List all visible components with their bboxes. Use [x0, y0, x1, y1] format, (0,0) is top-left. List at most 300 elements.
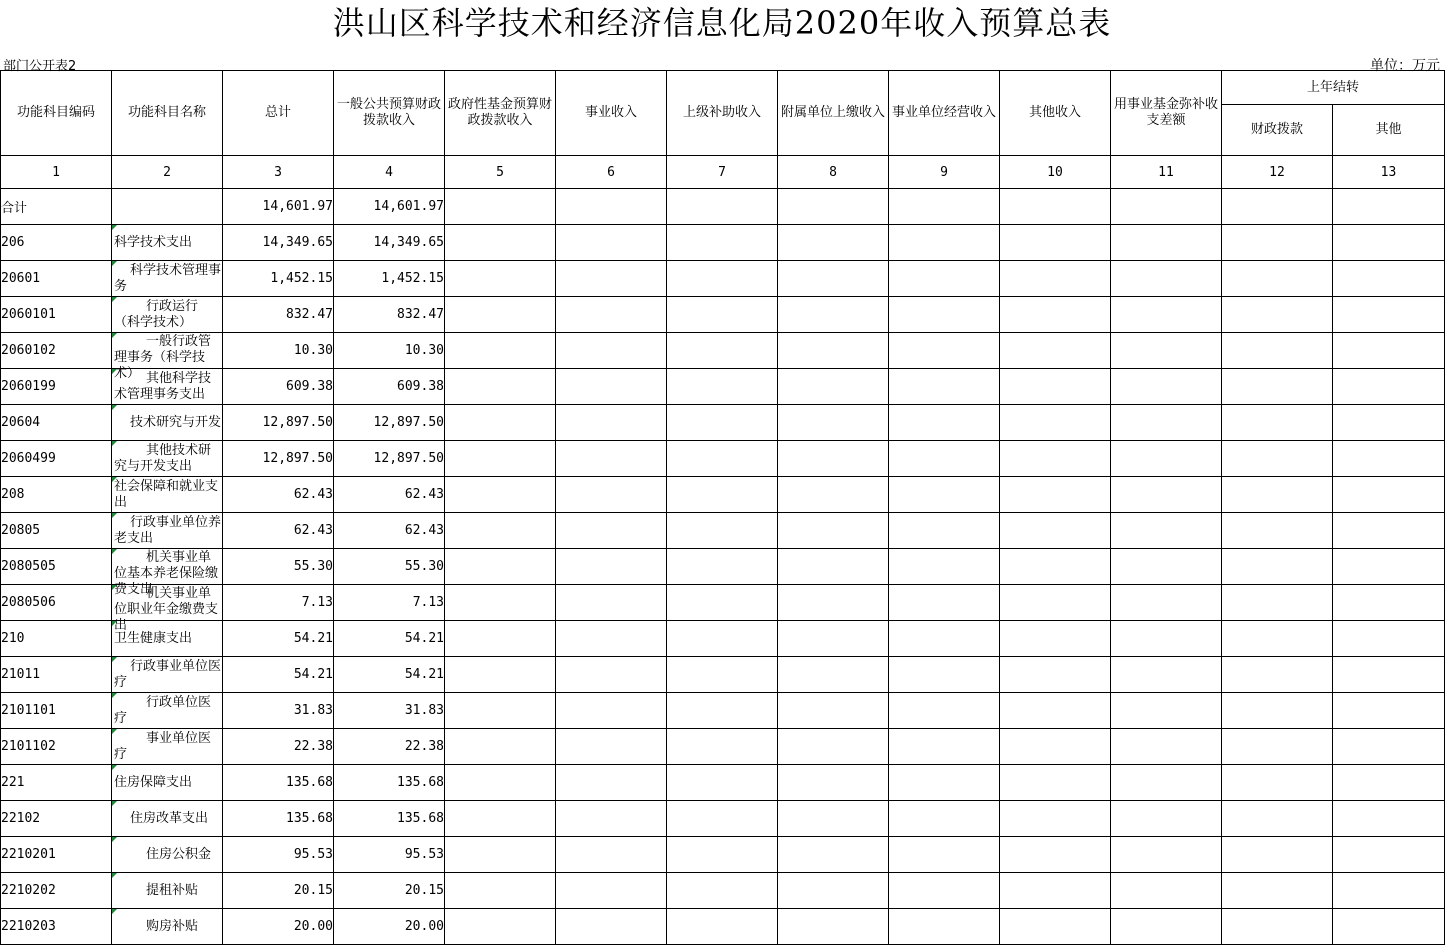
header-business-income: 事业收入	[556, 71, 667, 156]
empty-cell	[1111, 909, 1222, 945]
empty-cell	[889, 549, 1000, 585]
empty-cell	[1000, 909, 1111, 945]
cell-comment-marker-icon	[112, 261, 117, 266]
function-name-text: 购房补贴	[146, 918, 199, 934]
total-cell: 12,897.50	[223, 441, 334, 477]
empty-cell	[667, 549, 778, 585]
general-budget-cell: 31.83	[334, 693, 445, 729]
function-name-cell	[112, 189, 223, 225]
empty-cell	[445, 729, 556, 765]
header-code: 功能科目编码	[1, 71, 112, 156]
empty-cell	[556, 693, 667, 729]
function-name-text: 一般行政管理事务（科学技术）	[114, 334, 212, 381]
empty-cell	[1000, 225, 1111, 261]
empty-cell	[1111, 729, 1222, 765]
empty-cell	[1000, 405, 1111, 441]
empty-cell	[667, 189, 778, 225]
function-name-cell	[112, 369, 223, 405]
total-cell: 22.38	[223, 729, 334, 765]
empty-cell	[778, 585, 889, 621]
function-code-cell: 合计	[1, 189, 112, 225]
empty-cell	[889, 873, 1000, 909]
empty-cell	[1111, 801, 1222, 837]
empty-cell	[1333, 405, 1445, 441]
header-prior-year-carryover: 上年结转	[1222, 71, 1445, 105]
empty-cell	[778, 297, 889, 333]
empty-cell	[778, 261, 889, 297]
empty-cell	[1333, 837, 1445, 873]
total-cell: 20.15	[223, 873, 334, 909]
general-budget-cell: 135.68	[334, 765, 445, 801]
table-row	[1, 297, 1445, 333]
empty-cell	[556, 261, 667, 297]
cell-comment-marker-icon	[112, 441, 117, 446]
empty-cell	[1333, 441, 1445, 477]
table-row	[1, 873, 1445, 909]
function-code-cell: 2210201	[1, 837, 112, 873]
table-row	[1, 477, 1445, 513]
empty-cell	[667, 261, 778, 297]
header-gov-fund: 政府性基金预算财政拨款收入	[445, 71, 556, 156]
cell-comment-marker-icon	[112, 297, 117, 302]
empty-cell	[1333, 297, 1445, 333]
empty-cell	[889, 513, 1000, 549]
general-budget-cell: 832.47	[334, 297, 445, 333]
table-row	[1, 513, 1445, 549]
cell-comment-marker-icon	[112, 585, 117, 590]
empty-cell	[1111, 297, 1222, 333]
empty-cell	[556, 765, 667, 801]
total-cell: 54.21	[223, 621, 334, 657]
function-code-cell: 2080506	[1, 585, 112, 621]
empty-cell	[1333, 369, 1445, 405]
table-row	[1, 621, 1445, 657]
empty-cell	[1000, 369, 1111, 405]
function-name-cell	[112, 405, 223, 441]
empty-cell	[445, 405, 556, 441]
total-cell: 31.83	[223, 693, 334, 729]
empty-cell	[778, 405, 889, 441]
empty-cell	[778, 549, 889, 585]
empty-cell	[556, 297, 667, 333]
empty-cell	[445, 297, 556, 333]
empty-cell	[667, 513, 778, 549]
general-budget-cell: 10.30	[334, 333, 445, 369]
empty-cell	[1222, 477, 1333, 513]
table-row	[1, 261, 1445, 297]
function-name-text: 行政运行（科学技术）	[114, 298, 199, 330]
empty-cell	[889, 729, 1000, 765]
empty-cell	[1111, 549, 1222, 585]
empty-cell	[1111, 873, 1222, 909]
empty-cell	[556, 873, 667, 909]
column-number-cell: 11	[1111, 156, 1222, 189]
function-code-cell: 20601	[1, 261, 112, 297]
function-code-cell: 20604	[1, 405, 112, 441]
total-cell: 54.21	[223, 657, 334, 693]
table-row	[1, 549, 1445, 585]
function-code-cell: 20805	[1, 513, 112, 549]
empty-cell	[889, 909, 1000, 945]
empty-cell	[1333, 477, 1445, 513]
general-budget-cell: 55.30	[334, 549, 445, 585]
empty-cell	[667, 225, 778, 261]
empty-cell	[889, 765, 1000, 801]
empty-cell	[1222, 693, 1333, 729]
empty-cell	[445, 873, 556, 909]
column-number-cell: 13	[1333, 156, 1445, 189]
function-name-text: 科学技术管理事务	[114, 262, 222, 294]
function-code-cell: 210	[1, 621, 112, 657]
empty-cell	[667, 729, 778, 765]
empty-cell	[556, 729, 667, 765]
empty-cell	[1111, 693, 1222, 729]
empty-cell	[1333, 909, 1445, 945]
general-budget-cell: 54.21	[334, 657, 445, 693]
empty-cell	[889, 837, 1000, 873]
empty-cell	[778, 837, 889, 873]
empty-cell	[1222, 837, 1333, 873]
header-name: 功能科目名称	[112, 71, 223, 156]
empty-cell	[889, 405, 1000, 441]
unit-label: 单位：万元	[1370, 58, 1440, 74]
empty-cell	[445, 549, 556, 585]
column-number-cell: 9	[889, 156, 1000, 189]
empty-cell	[445, 225, 556, 261]
empty-cell	[1000, 693, 1111, 729]
empty-cell	[889, 369, 1000, 405]
general-budget-cell: 135.68	[334, 801, 445, 837]
cell-comment-marker-icon	[112, 873, 117, 878]
empty-cell	[556, 621, 667, 657]
header-affiliated-payment: 附属单位上缴收入	[778, 71, 889, 156]
empty-cell	[1111, 441, 1222, 477]
total-cell: 12,897.50	[223, 405, 334, 441]
empty-cell	[1222, 585, 1333, 621]
empty-cell	[667, 801, 778, 837]
function-name-text: 行政事业单位医疗	[114, 658, 222, 690]
empty-cell	[1222, 765, 1333, 801]
empty-cell	[667, 405, 778, 441]
function-code-cell: 2060199	[1, 369, 112, 405]
empty-cell	[1222, 441, 1333, 477]
column-number-cell: 5	[445, 156, 556, 189]
total-cell: 62.43	[223, 477, 334, 513]
total-cell: 135.68	[223, 765, 334, 801]
empty-cell	[1222, 729, 1333, 765]
total-cell: 20.00	[223, 909, 334, 945]
function-name-cell	[112, 657, 223, 693]
total-cell: 55.30	[223, 549, 334, 585]
empty-cell	[778, 621, 889, 657]
empty-cell	[667, 585, 778, 621]
table-row	[1, 441, 1445, 477]
total-cell: 135.68	[223, 801, 334, 837]
empty-cell	[667, 333, 778, 369]
empty-cell	[1222, 621, 1333, 657]
header-superior-subsidy: 上级补助收入	[667, 71, 778, 156]
function-name-cell	[112, 621, 223, 657]
total-cell: 14,349.65	[223, 225, 334, 261]
empty-cell	[1333, 261, 1445, 297]
function-code-cell: 206	[1, 225, 112, 261]
function-name-cell	[112, 225, 223, 261]
table-body	[1, 189, 1445, 945]
empty-cell	[778, 801, 889, 837]
empty-cell	[778, 477, 889, 513]
empty-cell	[1111, 657, 1222, 693]
empty-cell	[1333, 801, 1445, 837]
empty-cell	[889, 297, 1000, 333]
function-code-cell: 2210203	[1, 909, 112, 945]
page-title: 洪山区科学技术和经济信息化局2020年收入预算总表	[332, 4, 1112, 42]
cell-comment-marker-icon	[112, 477, 117, 482]
column-number-cell: 12	[1222, 156, 1333, 189]
empty-cell	[667, 837, 778, 873]
empty-cell	[667, 441, 778, 477]
empty-cell	[1222, 549, 1333, 585]
empty-cell	[1111, 513, 1222, 549]
table-row	[1, 729, 1445, 765]
empty-cell	[889, 261, 1000, 297]
empty-cell	[1000, 801, 1111, 837]
table-header	[1, 71, 1445, 156]
general-budget-cell: 22.38	[334, 729, 445, 765]
function-name-text: 卫生健康支出	[114, 630, 193, 646]
function-name-text: 技术研究与开发	[130, 414, 222, 430]
empty-cell	[1111, 189, 1222, 225]
empty-cell	[1000, 441, 1111, 477]
empty-cell	[778, 765, 889, 801]
function-name-text: 科学技术支出	[114, 234, 193, 250]
total-cell: 1,452.15	[223, 261, 334, 297]
function-name-text: 住房公积金	[146, 846, 212, 862]
empty-cell	[1000, 261, 1111, 297]
empty-cell	[778, 369, 889, 405]
function-name-text: 机关事业单位基本养老保险缴费支出	[114, 550, 219, 597]
empty-cell	[556, 369, 667, 405]
empty-cell	[1333, 513, 1445, 549]
function-name-cell	[112, 585, 223, 633]
empty-cell	[667, 909, 778, 945]
empty-cell	[556, 333, 667, 369]
empty-cell	[1111, 369, 1222, 405]
empty-cell	[1333, 225, 1445, 261]
empty-cell	[556, 549, 667, 585]
function-name-cell	[112, 909, 223, 945]
empty-cell	[1333, 765, 1445, 801]
empty-cell	[778, 513, 889, 549]
column-number-cell: 6	[556, 156, 667, 189]
function-name-cell	[112, 441, 223, 477]
empty-cell	[1333, 189, 1445, 225]
table-row	[1, 909, 1445, 945]
empty-cell	[1333, 585, 1445, 621]
empty-cell	[778, 693, 889, 729]
empty-cell	[445, 909, 556, 945]
table-row	[1, 801, 1445, 837]
header-fiscal-allocation: 财政拨款	[1222, 105, 1333, 156]
function-code-cell: 2060101	[1, 297, 112, 333]
function-code-cell: 21011	[1, 657, 112, 693]
column-number-cell: 1	[1, 156, 112, 189]
empty-cell	[778, 873, 889, 909]
general-budget-cell: 7.13	[334, 585, 445, 621]
header-total: 总计	[223, 71, 334, 156]
table-row	[1, 657, 1445, 693]
general-budget-cell: 62.43	[334, 513, 445, 549]
table-row	[1, 585, 1445, 621]
empty-cell	[1000, 549, 1111, 585]
budget-table	[0, 70, 1445, 945]
empty-cell	[1000, 585, 1111, 621]
empty-cell	[1222, 909, 1333, 945]
empty-cell	[445, 585, 556, 621]
cell-comment-marker-icon	[112, 693, 117, 698]
empty-cell	[1222, 297, 1333, 333]
empty-cell	[1222, 189, 1333, 225]
empty-cell	[1222, 513, 1333, 549]
empty-cell	[667, 873, 778, 909]
empty-cell	[1111, 837, 1222, 873]
cell-comment-marker-icon	[112, 801, 117, 806]
empty-cell	[1333, 657, 1445, 693]
function-name-text: 事业单位医疗	[114, 730, 212, 762]
general-budget-cell: 12,897.50	[334, 405, 445, 441]
empty-cell	[556, 189, 667, 225]
empty-cell	[778, 441, 889, 477]
empty-cell	[1333, 693, 1445, 729]
column-number-cell: 3	[223, 156, 334, 189]
cell-comment-marker-icon	[112, 657, 117, 662]
cell-comment-marker-icon	[112, 621, 117, 626]
empty-cell	[889, 801, 1000, 837]
function-code-cell: 2210202	[1, 873, 112, 909]
function-code-cell: 22102	[1, 801, 112, 837]
empty-cell	[667, 621, 778, 657]
empty-cell	[445, 369, 556, 405]
empty-cell	[445, 333, 556, 369]
function-name-text: 其他科学技术管理事务支出	[114, 370, 212, 402]
total-cell: 10.30	[223, 333, 334, 369]
function-name-cell	[112, 477, 223, 513]
empty-cell	[889, 693, 1000, 729]
cell-comment-marker-icon	[112, 765, 117, 770]
column-number-cell: 2	[112, 156, 223, 189]
cell-comment-marker-icon	[112, 729, 117, 734]
empty-cell	[1111, 585, 1222, 621]
empty-cell	[889, 621, 1000, 657]
empty-cell	[1000, 765, 1111, 801]
total-cell: 14,601.97	[223, 189, 334, 225]
general-budget-cell: 12,897.50	[334, 441, 445, 477]
cell-comment-marker-icon	[112, 549, 117, 554]
empty-cell	[667, 657, 778, 693]
empty-cell	[1000, 837, 1111, 873]
empty-cell	[556, 477, 667, 513]
function-name-cell	[112, 261, 223, 297]
empty-cell	[556, 837, 667, 873]
header-other: 其他	[1333, 105, 1445, 156]
general-budget-cell: 54.21	[334, 621, 445, 657]
empty-cell	[667, 297, 778, 333]
empty-cell	[1333, 621, 1445, 657]
empty-cell	[1222, 873, 1333, 909]
general-budget-cell: 1,452.15	[334, 261, 445, 297]
column-number-cell: 8	[778, 156, 889, 189]
empty-cell	[1333, 729, 1445, 765]
cell-comment-marker-icon	[112, 513, 117, 518]
empty-cell	[1000, 621, 1111, 657]
function-name-text: 行政单位医疗	[114, 694, 212, 726]
cell-comment-marker-icon	[112, 225, 117, 230]
empty-cell	[778, 225, 889, 261]
function-name-cell	[112, 873, 223, 909]
empty-cell	[1222, 333, 1333, 369]
function-name-text: 提租补贴	[146, 882, 199, 898]
empty-cell	[1333, 333, 1445, 369]
empty-cell	[556, 513, 667, 549]
empty-cell	[1111, 765, 1222, 801]
empty-cell	[445, 621, 556, 657]
total-cell: 62.43	[223, 513, 334, 549]
empty-cell	[1222, 369, 1333, 405]
empty-cell	[1222, 657, 1333, 693]
empty-cell	[1111, 621, 1222, 657]
empty-cell	[445, 477, 556, 513]
empty-cell	[778, 909, 889, 945]
header-general-budget: 一般公共预算财政拨款收入	[334, 71, 445, 156]
document-label: 部门公开表2	[3, 59, 77, 74]
table-row	[1, 333, 1445, 369]
table-row	[1, 405, 1445, 441]
empty-cell	[1111, 405, 1222, 441]
empty-cell	[445, 693, 556, 729]
function-code-cell: 2080505	[1, 549, 112, 585]
function-code-cell: 2101101	[1, 693, 112, 729]
empty-cell	[889, 225, 1000, 261]
total-cell: 7.13	[223, 585, 334, 621]
empty-cell	[556, 657, 667, 693]
empty-cell	[556, 585, 667, 621]
general-budget-cell: 95.53	[334, 837, 445, 873]
column-number-row	[1, 156, 1445, 189]
function-name-cell	[112, 837, 223, 873]
empty-cell	[889, 657, 1000, 693]
header-other-income: 其他收入	[1000, 71, 1111, 156]
general-budget-cell: 62.43	[334, 477, 445, 513]
header-operating-income: 事业单位经营收入	[889, 71, 1000, 156]
table-row	[1, 837, 1445, 873]
table-row	[1, 225, 1445, 261]
function-name-text: 住房保障支出	[114, 774, 193, 790]
empty-cell	[1000, 729, 1111, 765]
empty-cell	[1000, 189, 1111, 225]
empty-cell	[889, 441, 1000, 477]
empty-cell	[1000, 477, 1111, 513]
function-name-cell	[112, 693, 223, 729]
empty-cell	[1222, 225, 1333, 261]
table-row	[1, 189, 1445, 225]
function-code-cell: 2101102	[1, 729, 112, 765]
empty-cell	[667, 369, 778, 405]
empty-cell	[889, 477, 1000, 513]
general-budget-cell: 20.00	[334, 909, 445, 945]
empty-cell	[445, 657, 556, 693]
cell-comment-marker-icon	[112, 837, 117, 842]
table-row	[1, 369, 1445, 405]
empty-cell	[1000, 333, 1111, 369]
